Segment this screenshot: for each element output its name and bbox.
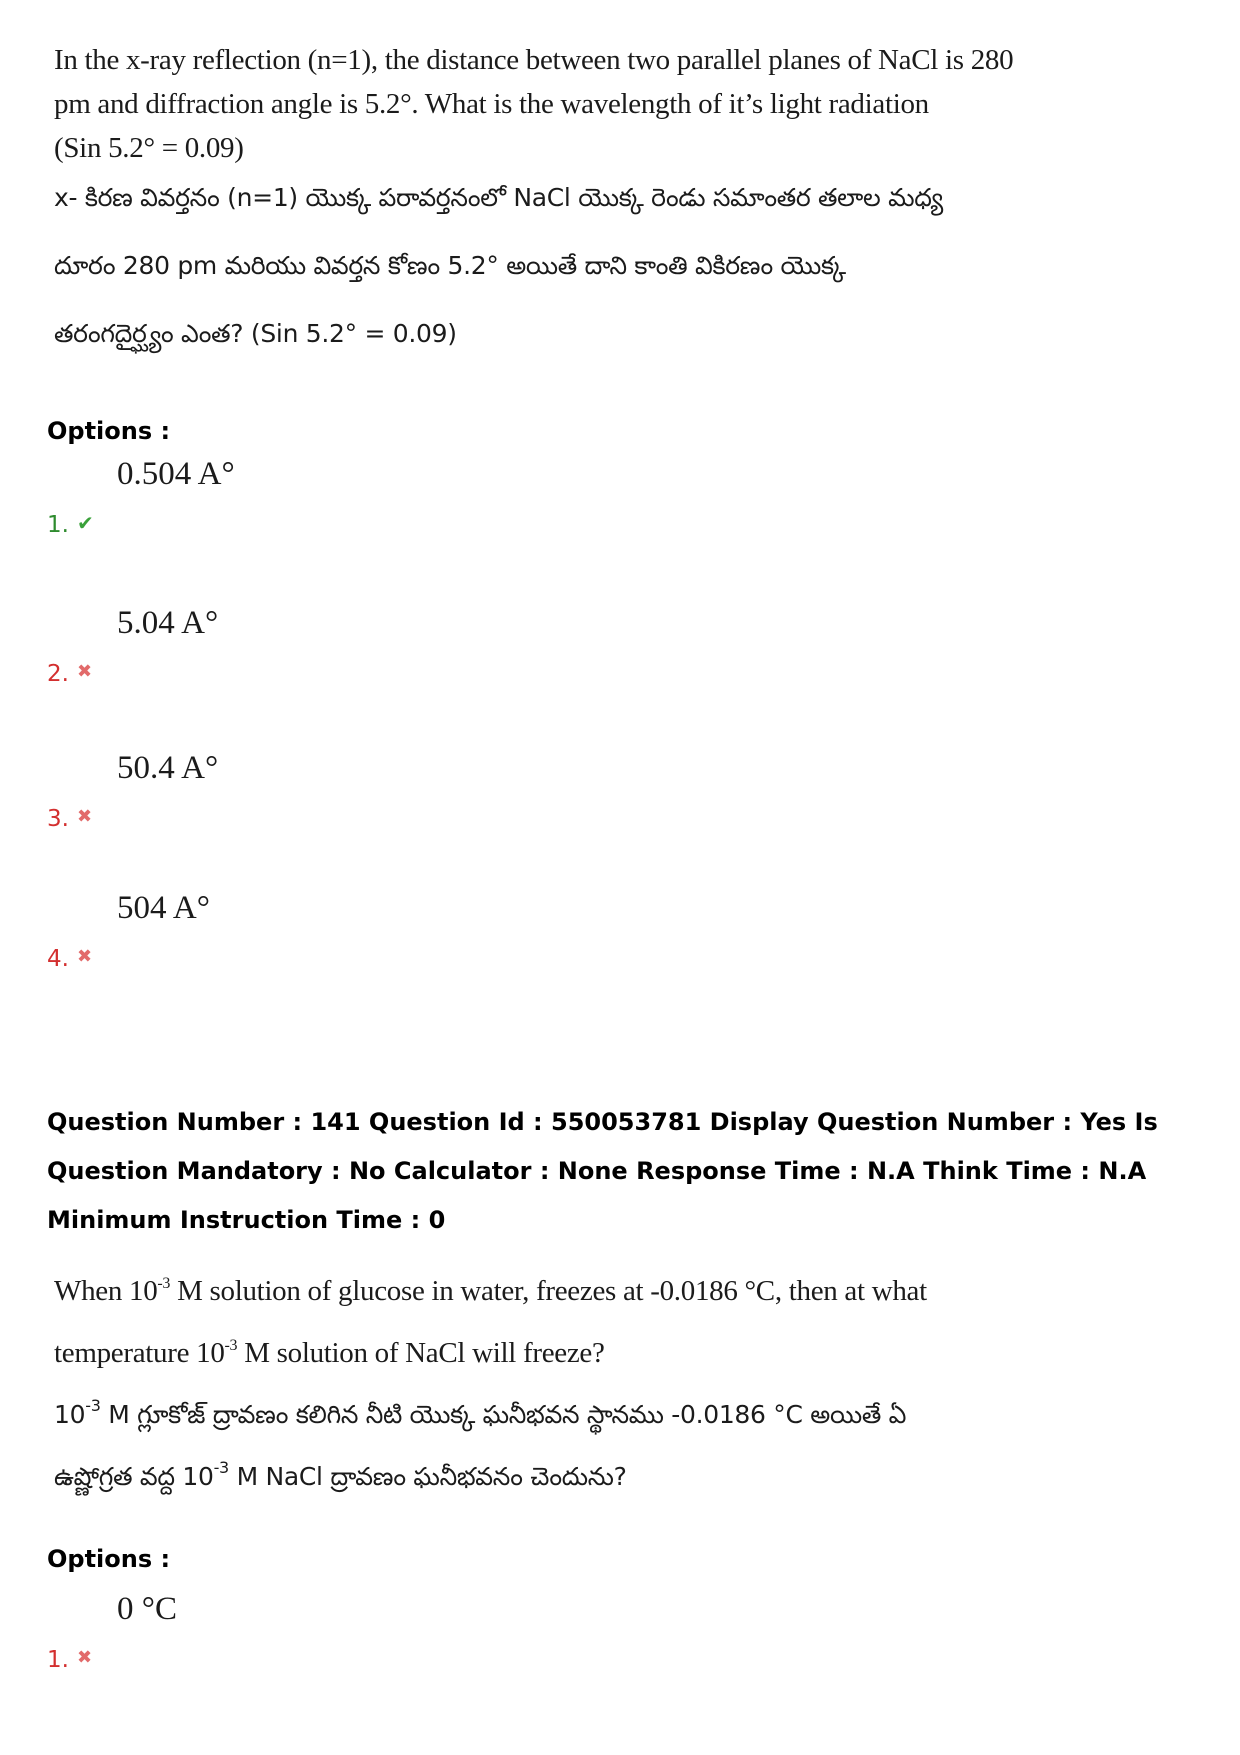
question-1-line-te-2: దూరం 280 pm మరియు వివర్తన కోణం 5.2° అయితే దాని కాంతి వికిరణం యొక్క	[54, 251, 846, 280]
question-1-line-te-3: తరంగదైర్ఘ్యం ఎంత? (Sin 5.2° = 0.09)	[54, 319, 457, 348]
option-number: 1.	[47, 512, 69, 538]
question-1-line-en-3: (Sin 5.2° = 0.09)	[54, 132, 244, 164]
cross-icon: ✖	[77, 946, 93, 967]
question-1-option-1[interactable]	[47, 456, 447, 538]
question-2-line-en-2: temperature $10^{-3}$ M solution of NaCl will freeze?	[54, 1337, 605, 1369]
question-1-option-4[interactable]	[47, 890, 447, 972]
question-2-option-1[interactable]	[47, 1591, 447, 1673]
question-1-option-3[interactable]	[47, 750, 447, 832]
question-1-options-heading: Options :	[47, 417, 171, 445]
option-value: 504 A°	[117, 890, 210, 926]
question-1-option-2[interactable]	[47, 605, 447, 687]
question-1-line-en-2: pm and diffraction angle is 5.2°. What is the wavelength of it’s light radiation	[54, 88, 929, 120]
question-1-line-te-1: x- కిరణ వివర్తనం (n=1) యొక్క పరావర్తనంలో NaCl యొక్క రెండు సమాంతర తలాల మధ్య	[54, 183, 943, 212]
cross-icon: ✖	[77, 806, 93, 827]
question-2-line-en-1: When $10^{-3}$ M solution of glucose in water, freezes at -0.0186 °C, then at what	[54, 1275, 927, 1307]
option-value: 0 °C	[117, 1591, 177, 1627]
option-number: 1.	[47, 1647, 69, 1673]
check-icon: ✔	[77, 511, 94, 535]
question-2-meta: Question Number : 141 Question Id : 550053781 Display Question Number : Yes Is Question Mandatory : No Calculator : None Response Time : N.A Think Time : N.A Minimum Instruction Time : 0	[47, 1108, 1158, 1234]
option-number: 4.	[47, 946, 69, 972]
cross-icon: ✖	[77, 661, 93, 682]
question-2-line-te-1: $10^{-3}$ M గ్లూకోజ్ ద్రావణం కలిగిన నీటి యొక్క ఘనీభవన స్థానము -0.0186 °C అయితే ఏ	[54, 1396, 907, 1429]
question-2-text	[54, 1260, 927, 1508]
cross-icon: ✖	[77, 1647, 93, 1668]
question-1-line-en-1: In the x-ray reflection (n=1), the distance between two parallel planes of NaCl is 280	[54, 44, 1014, 76]
option-value: 50.4 A°	[117, 750, 219, 786]
question-2-line-te-2: ఉష్ణోగ్రత వద్ద $10^{-3}$ M NaCl ద్రావణం ఘనీభవనం చెందును?	[54, 1458, 627, 1491]
option-number: 2.	[47, 661, 69, 687]
question-1-text	[54, 38, 1013, 356]
question-2-options-heading: Options :	[47, 1545, 171, 1573]
option-number: 3.	[47, 806, 69, 832]
option-value: 5.04 A°	[117, 605, 219, 641]
option-value: 0.504 A°	[117, 456, 235, 492]
